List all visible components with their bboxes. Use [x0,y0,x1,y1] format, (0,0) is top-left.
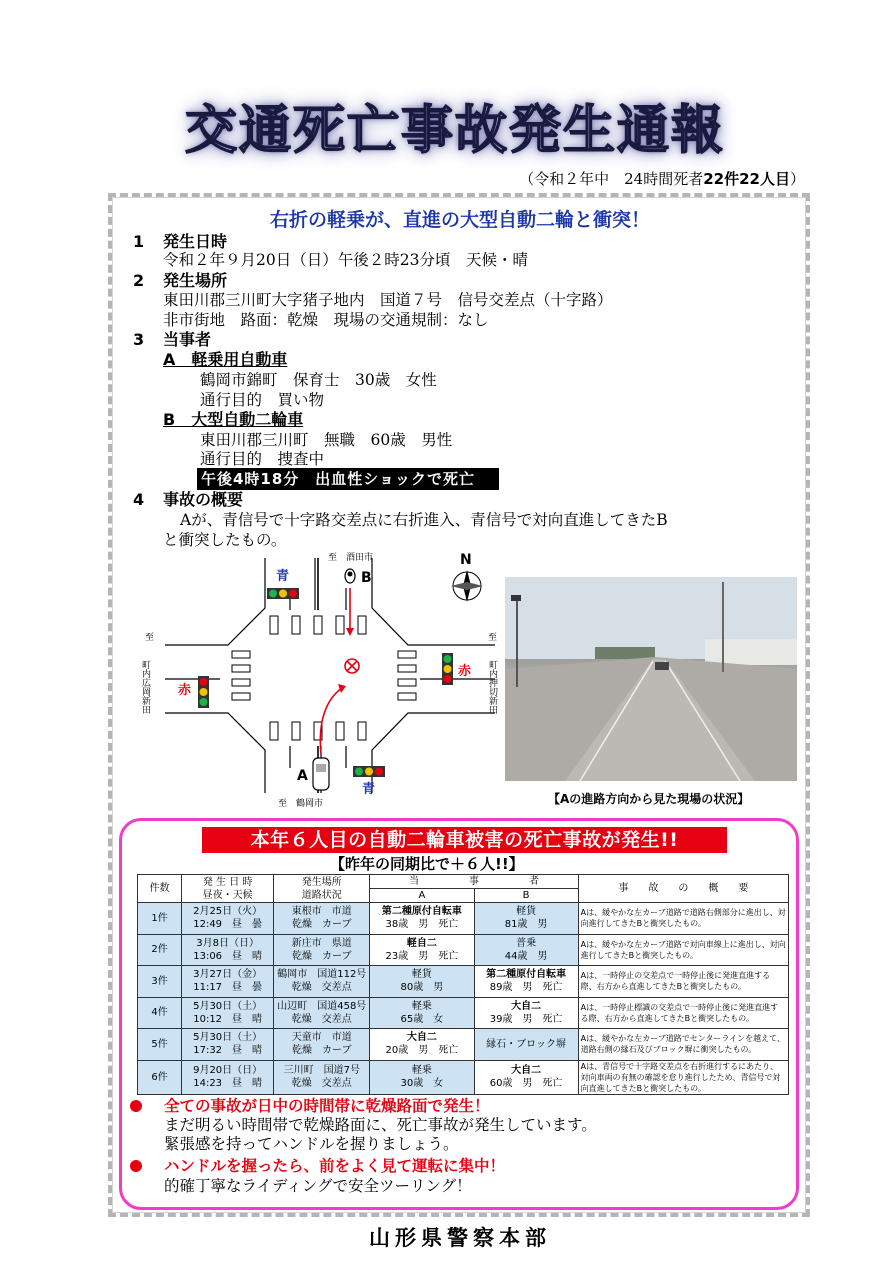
party-b-type: 大自二 [511,1065,542,1076]
bullet-dot-icon [130,1100,142,1112]
bullet-1-title [130,1097,490,1116]
row-summary: Aは、緩やかな左カーブ道路で対向車線上に進出し、対向進行してきたBと衝突したもの。 [578,934,788,966]
party-a-detail: 30歳 女 [400,1078,444,1089]
row-party-b [474,934,578,966]
row-date-line: 5月30日（土） [193,1000,263,1012]
party-b-type: 軽貨 [516,906,537,918]
accident-table [137,874,789,1095]
party-a-detail: 20歳 男 死亡 [385,1045,459,1057]
section-3-title: 当事者 [163,330,212,349]
subtitle-prefix: （令和２年中 24時間死者 [519,170,704,188]
signal-label-top: 青 [276,569,290,584]
row-date [182,966,274,998]
party-a-type: 軽乗 [411,1000,432,1012]
row-date-line: 3月8日（日） [196,937,259,949]
to-left-prefix: 至 [145,633,155,643]
col-summary: 事 故 の 概 要 [578,875,788,903]
row-place-line: 新庄市 県道 [291,937,352,949]
to-bottom-label: 至 鶴岡市 [278,799,324,809]
party-b-detail: 39歳 男 死亡 [489,1013,563,1025]
party-a-detail: 65歳 女 [400,1013,444,1025]
col-parties: 当 事 者 [370,875,578,889]
row-time-line: 10:12 昼 晴 [193,1013,263,1025]
party-a-line-1: 鶴岡市錦町 保育士 30歳 女性 [200,371,437,389]
col-party-b: B [474,889,578,903]
row-place [274,903,370,935]
row-party-b [474,966,578,998]
row-place-line: 天童市 市道 [291,1032,352,1044]
section-1-line: 令和２年９月20日（日）午後２時23分頃 天候・晴 [163,251,528,269]
row-count: 5件 [138,1029,182,1061]
row-road-line: 乾燥 交差点 [291,982,352,994]
row-count: 4件 [138,997,182,1029]
summary-banner: 本年６人目の自動二輪車被害の死亡事故が発生!! [202,827,727,853]
col-date [182,875,274,903]
signal-label-left: 赤 [178,683,192,698]
year-comparison: 【昨年の同期比で＋６人!!】 [330,855,524,873]
bullet-1-text: 全ての事故が日中の時間帯に乾燥路面で発生！ [164,1097,490,1115]
row-place [274,934,370,966]
section-4-heading [133,490,244,510]
row-place-line: 三川町 国道7号 [283,1065,360,1076]
row-party-b [474,997,578,1029]
row-party-b [474,1060,578,1094]
signal-left-icon [198,676,209,708]
section-2-line-2: 非市街地 路面：乾燥 現場の交通規制：なし [163,311,489,329]
section-3-number: 3 [133,330,145,349]
row-count: 6件 [138,1060,182,1094]
row-place [274,997,370,1029]
compass-icon [451,570,483,602]
row-place-line: 山辺町 国道458号 [277,1000,367,1012]
page-title: 交通死亡事故発生通報 [184,101,725,161]
party-b-detail: 44歳 男 [504,950,548,962]
row-place [274,1029,370,1061]
col-place [274,875,370,903]
col-date-line-2: 昼夜・天候 [202,889,253,901]
row-date [182,1060,274,1094]
signal-label-bottom: 青 [362,782,376,797]
footer-organization: 山形県警察本部 [369,1226,551,1250]
row-party-a [370,966,474,998]
row-road-line: 乾燥 交差点 [291,1013,352,1025]
photo-caption: 【Aの進路方向から見た現場の状況】 [548,792,750,806]
party-a-label: A 軽乗用自動車 [163,350,288,369]
party-b-type: 大自二 [511,1000,542,1012]
col-party-a: A [370,889,474,903]
row-party-a [370,1029,474,1061]
row-party-a [370,903,474,935]
table-row [138,934,789,966]
row-time-line: 11:17 昼 曇 [193,982,263,994]
table-row [138,966,789,998]
bullet-1-line-2: 緊張感を持ってハンドルを握りましょう。 [164,1135,459,1153]
row-date [182,997,274,1029]
to-top-label: 至 酒田市 [328,553,374,563]
arrow-b-icon [346,628,354,636]
headline: 右折の軽乗が、直進の大型自動二輪と衝突！ [269,209,650,231]
party-a-detail: 23歳 男 死亡 [385,950,459,962]
signal-label-right: 赤 [458,664,472,679]
death-count: 22件22人目 [703,170,790,188]
row-place-line: 鶴岡市 国道112号 [277,969,367,981]
party-a-line-2: 通行目的 買い物 [200,391,325,409]
col-date-line-1: 発 生 日 時 [202,876,253,888]
party-a-type: 軽貨 [411,969,432,981]
subtitle-suffix: ） [789,170,805,188]
section-1-title: 発生日時 [163,232,228,251]
section-1-heading [133,232,228,252]
row-summary: Aは、一時停止の交差点で一時停止後に発進直進する際、右方から直進してきたBと衝突したもの。 [578,966,788,998]
section-3-heading [133,330,212,350]
row-date-line: 5月30日（土） [193,1032,263,1044]
party-b-detail: 89歳 男 死亡 [489,982,563,994]
row-time-line: 12:49 昼 曇 [193,919,263,931]
car-icon [313,758,329,790]
party-b-line-1: 東田川郡三川町 無職 60歳 男性 [200,431,453,449]
row-party-b [474,1029,578,1061]
row-party-b [474,903,578,935]
section-2-number: 2 [133,271,145,290]
row-road-line: 乾燥 カーブ [292,950,352,962]
party-a-detail: 80歳 男 [400,982,444,994]
subtitle [519,168,805,189]
row-party-a [370,934,474,966]
vehicle-a-path [320,688,342,754]
table-row [138,1060,789,1094]
bullet-1-line-1: まだ明るい時間帯で乾燥路面に、死亡事故が発生しています。 [164,1116,597,1134]
row-date [182,903,274,935]
scene-photo [505,577,797,781]
row-party-a [370,1060,474,1094]
to-left-label: 町内広岡新田 [140,660,150,714]
party-b-detail: 81歳 男 [504,919,548,931]
table-row [138,1029,789,1061]
death-notice: 午後4時18分 出血性ショックで死亡 [197,468,499,490]
section-4-number: 4 [133,490,145,509]
party-b-type: 普乗 [516,937,537,949]
col-place-line-1: 発生場所 [301,876,342,888]
section-2-heading [133,271,228,291]
row-summary: Aは、緩やかな左カーブ道路で道路右側部分に進出し、対向進行してきたBと衝突したもの。 [578,903,788,935]
col-count: 件数 [138,875,182,903]
party-a-type: 第二種原付自転車 [381,906,462,918]
north-label: N [460,552,472,568]
motorcycle-icon [345,569,355,583]
row-summary: Aは、青信号で十字路交差点を右折進行するにあたり、対向車両の有無の確認を怠り進行したため、青信号で対向直進してきたBと衝突したもの。 [578,1060,788,1094]
row-place-line: 東根市 市道 [291,906,352,918]
row-date-line: 3月27日（金） [193,969,263,981]
party-b-line-2: 通行目的 捜査中 [200,450,325,468]
party-a-type: 軽自二 [406,937,437,949]
row-time-line: 14:23 昼 晴 [193,1078,263,1089]
section-1-number: 1 [133,232,145,251]
party-a-type: 大自二 [406,1032,437,1044]
section-4-line-1: Aが、青信号で十字路交差点に右折進入、青信号で対向直進してきたB [180,511,668,529]
arrow-a-icon [338,684,346,693]
row-party-a [370,997,474,1029]
bullet-2-title [130,1157,505,1176]
section-4-title: 事故の概要 [163,490,244,509]
row-road-line: 乾燥 カーブ [292,1045,352,1057]
vehicle-b-label: B [361,570,372,586]
row-road-line: 乾燥 交差点 [291,1078,352,1089]
row-place [274,1060,370,1094]
party-b-type: 縁石・ブロック塀 [486,1038,566,1050]
row-date-line: 2月25日（火） [193,906,263,918]
section-2-title: 発生場所 [163,271,228,290]
bullet-dot-icon [130,1160,142,1172]
row-time-line: 13:06 昼 晴 [193,950,263,962]
table-row [138,997,789,1029]
signal-bottom-right-icon [353,766,385,777]
row-date-line: 9月20日（日） [193,1065,263,1076]
table-row [138,903,789,935]
row-count: 2件 [138,934,182,966]
row-date [182,1029,274,1061]
party-b-detail: 60歳 男 死亡 [489,1078,563,1089]
impact-mark-icon [345,659,359,673]
row-summary: Aは、緩やかな左カーブ道路でセンターラインを越えて、道路右側の縁石及びブロック塀に衝突したもの。 [578,1029,788,1061]
row-place [274,966,370,998]
row-date [182,934,274,966]
party-a-type: 軽乗 [411,1065,432,1076]
to-right-prefix: 至 [488,633,498,643]
party-b-type: 第二種原付自転車 [486,969,567,981]
to-right-label: 町内押切新田 [487,660,497,714]
row-count: 3件 [138,966,182,998]
section-4-line-2: と衝突したもの。 [163,531,287,549]
section-2-line-1: 東田川郡三川町大字猪子地内 国道７号 信号交差点（十字路） [163,291,613,309]
row-count: 1件 [138,903,182,935]
bullet-2-text: ハンドルを握ったら、前をよく見て運転に集中！ [164,1157,506,1175]
vehicle-a-label: A [297,768,308,784]
party-b-label: B 大型自動二輪車 [163,410,304,429]
signal-top-left-icon [267,588,299,599]
row-summary: Aは、一時停止標識の交差点で一時停止後に発進直進する際、右方から直進してきたBと衝突したもの。 [578,997,788,1029]
bullet-2-line-1: 的確丁寧なライディングで安全ツーリング！ [164,1177,472,1195]
row-road-line: 乾燥 カーブ [292,919,352,931]
intersection-diagram [140,548,505,810]
signal-right-icon [442,653,453,685]
col-place-line-2: 道路状況 [301,889,342,901]
party-a-detail: 38歳 男 死亡 [385,919,459,931]
row-time-line: 17:32 昼 晴 [193,1045,263,1057]
